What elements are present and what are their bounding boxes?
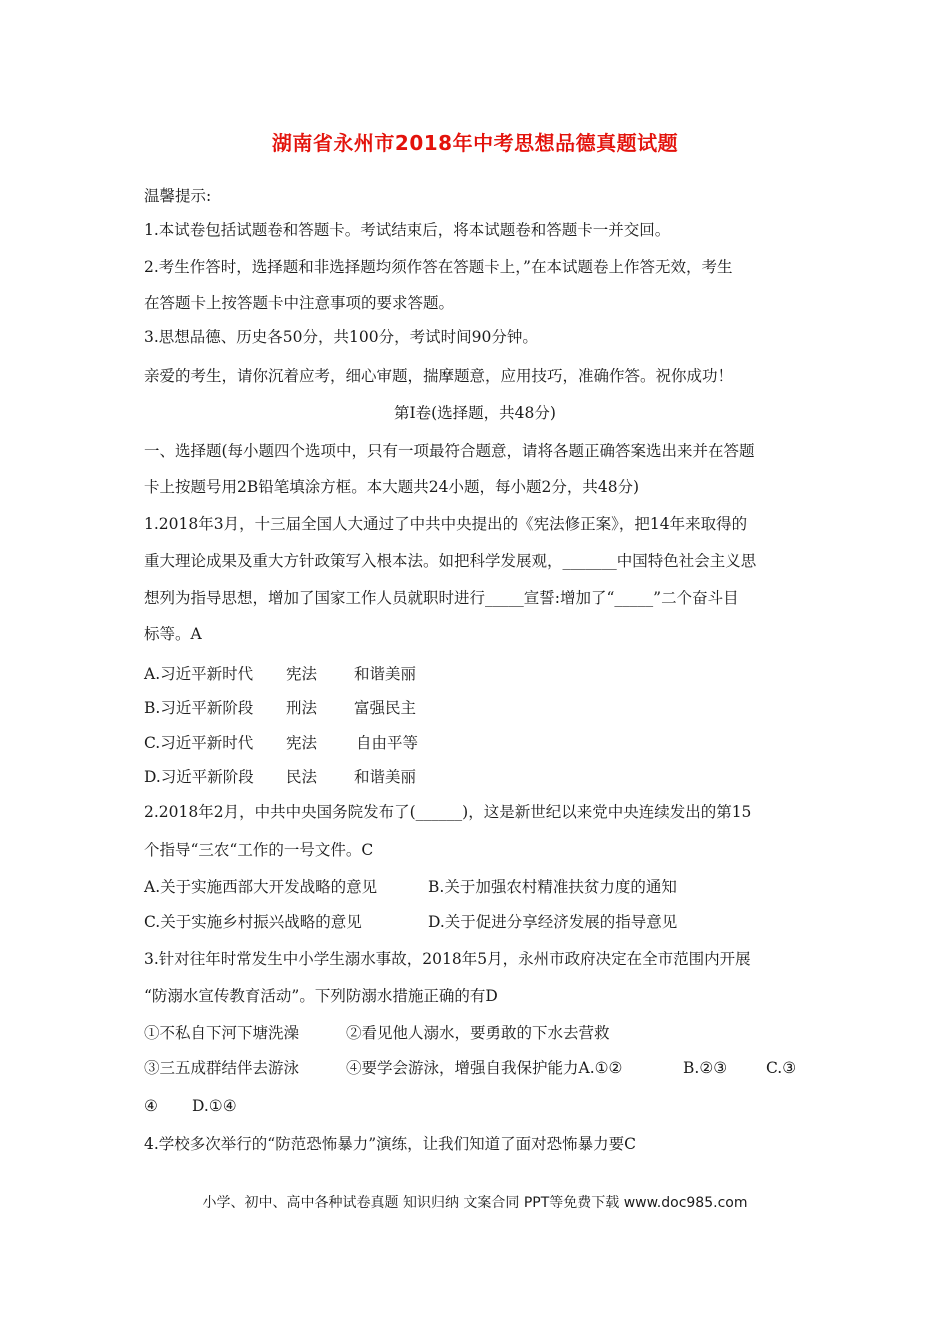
q3-answer-d: D.①④ — [192, 1097, 237, 1115]
notice-line-4: 亲爱的考生，请你沉着应考，细心审题，揣摩题意，应用技巧，准确作答。祝你成功！ — [144, 367, 734, 385]
q1-option-b-1: B.习近平新阶段 — [144, 699, 254, 717]
page-footer: 小学、初中、高中各种试卷真题 知识归纳 文案合同 PPT等免费下载 www.doc985.com — [202, 1195, 748, 1211]
q3-statement-1: ①不私自下河下塘洗澡 — [144, 1024, 300, 1042]
notice-line-1: 1.本试卷包括试题卷和答题卡。考试结束后，将本试题卷和答题卡一并交回。 — [144, 221, 671, 239]
q1-option-b-2: 刑法 — [286, 699, 318, 717]
q3-statement-2: ②看见他人溺水，要勇敢的下水去营救 — [346, 1024, 610, 1042]
q3-answer-c: C.③ — [766, 1059, 797, 1077]
page-title: 湖南省永州市2018年中考思想品德真题试题 — [271, 131, 679, 155]
q3-answer-b: B.②③ — [683, 1059, 728, 1077]
q1-option-d-2: 民法 — [286, 768, 318, 786]
q1-line-1: 1.2018年3月，十三届全国人大通过了中共中央提出的《宪法修正案》，把14年来取得的 — [144, 515, 748, 533]
q1-line-2: 重大理论成果及重大方针政策写入根本法。如把科学发展观，_______中国特色社会主义思 — [144, 552, 757, 570]
q1-line-3: 想列为指导思想，增加了国家工作人员就职时进行_____宣誓:增加了“_____”二个奋斗目 — [144, 589, 739, 607]
q1-option-a-1: A.习近平新时代 — [144, 665, 254, 683]
q2-option-c: C.关于实施乡村振兴战略的意见 — [144, 913, 362, 931]
q3-answer-c-tail: ④ — [144, 1097, 158, 1115]
q1-option-d-1: D.习近平新阶段 — [144, 768, 254, 786]
q1-option-c-3: 自由平等 — [356, 734, 419, 752]
q1-option-c-2: 宪法 — [286, 734, 318, 752]
notice-line-3: 3.思想品德、历史各50分，共100分，考试时间90分钟。 — [144, 328, 538, 346]
notice-line-2b: 在答题卡上按答题卡中注意事项的要求答题。 — [144, 294, 455, 312]
q3-statement-3: ③三五成群结伴去游泳 — [144, 1059, 300, 1077]
q2-option-a: A.关于实施西部大开发战略的意见 — [144, 878, 378, 896]
section-instructions-a: 一、选择题(每小题四个选项中，只有一项最符合题意，请将各题正确答案选出来并在答题 — [144, 442, 755, 460]
q2-line-2: 个指导“三农“工作的一号文件。C — [144, 841, 374, 859]
q2-option-d: D.关于促进分享经济发展的指导意见 — [428, 913, 678, 931]
q1-option-a-2: 宪法 — [286, 665, 318, 683]
notice-heading: 温馨提示: — [144, 187, 212, 205]
q2-option-b: B.关于加强农村精准扶贫力度的通知 — [428, 878, 677, 896]
section-instructions-b: 卡上按题号用2B铅笔填涂方框。本大题共24小题，每小题2分，共48分) — [144, 478, 640, 496]
part-title: 第Ⅰ卷(选择题，共48分) — [394, 404, 556, 422]
notice-line-2a: 2.考生作答时，选择题和非选择题均须作答在答题卡上，”在本试题卷上作答无效，考生 — [144, 258, 733, 276]
q3-line-1: 3.针对往年时常发生中小学生溺水事故，2018年5月，永州市政府决定在全市范围内开展 — [144, 950, 751, 968]
q1-option-b-3: 富强民主 — [354, 699, 417, 717]
q1-option-d-3: 和谐美丽 — [354, 768, 417, 786]
q3-line-2: “防溺水宣传教育活动”。下列防溺水措施正确的有D — [144, 987, 498, 1005]
q3-statement-4: ④要学会游泳，增强自我保护能力A.①② — [346, 1059, 623, 1077]
q1-option-a-3: 和谐美丽 — [354, 665, 417, 683]
q4-line-1: 4.学校多次举行的“防范恐怖暴力”演练，让我们知道了面对恐怖暴力要C — [144, 1135, 636, 1153]
q1-option-c-1: C.习近平新时代 — [144, 734, 254, 752]
q2-line-1: 2.2018年2月，中共中央国务院发布了(______)，这是新世纪以来党中央连续发出的第15 — [144, 803, 752, 821]
q1-line-4: 标等。A — [144, 625, 202, 643]
